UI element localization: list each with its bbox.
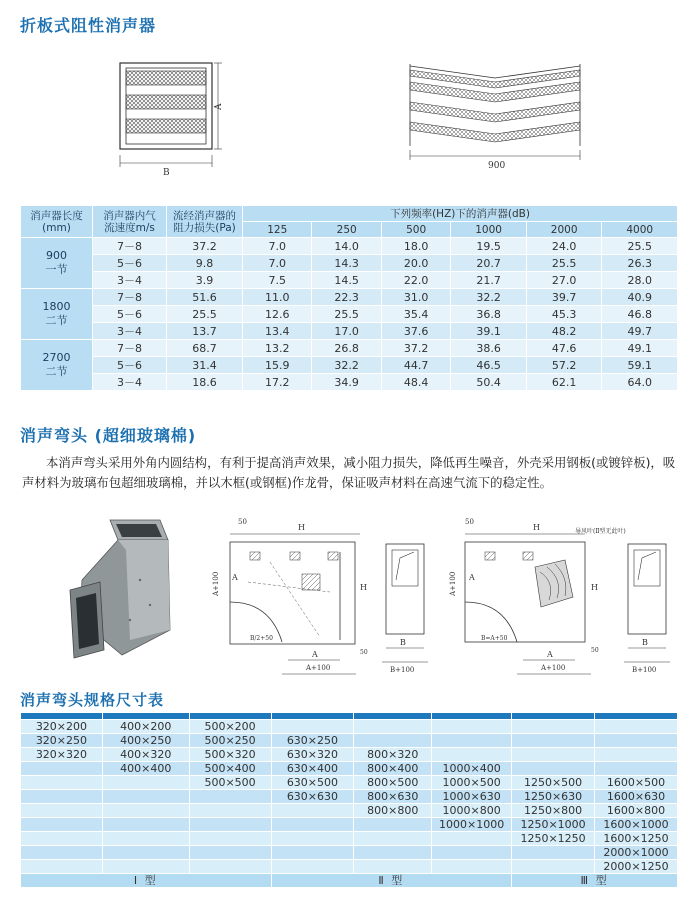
perf-cell: 5－6	[93, 255, 167, 272]
perf-cell: 17.0	[312, 323, 381, 340]
size-cell: 630×630	[271, 790, 354, 804]
size-cell	[21, 790, 103, 804]
header-frequency: 下列频率(HZ)下的消声器(dB)	[243, 206, 678, 222]
size-cell: 800×320	[354, 748, 432, 762]
perf-cell: 50.4	[451, 374, 527, 391]
size-cell	[354, 860, 432, 874]
size-row	[21, 762, 678, 776]
size-row	[21, 860, 678, 874]
perf-cell: 26.3	[602, 255, 678, 272]
perf-cell: 44.7	[381, 357, 450, 374]
h-label-2: H	[533, 523, 540, 532]
perf-cell: 14.3	[312, 255, 381, 272]
perf-cell: 7.0	[243, 255, 312, 272]
perf-cell: 25.5	[312, 306, 381, 323]
size-cell	[21, 860, 103, 874]
size-cell	[102, 818, 189, 832]
size-row	[21, 846, 678, 860]
perf-row	[21, 357, 678, 374]
size-cell: 1600×1000	[595, 818, 678, 832]
silencer-side-diagram	[400, 58, 600, 173]
perf-cell: 7－8	[93, 289, 167, 306]
a100-label: A+100	[212, 571, 220, 596]
size-cell: 1600×500	[595, 776, 678, 790]
header-length: 消声器长度 (mm)	[21, 206, 93, 238]
section-title-silencer: 折板式阻性消声器	[20, 16, 157, 35]
size-cell	[512, 762, 595, 776]
size-cell	[432, 846, 512, 860]
size-cell	[102, 832, 189, 846]
size-cell: 630×320	[271, 748, 354, 762]
freq-header: 125	[243, 222, 312, 238]
b-label: B	[400, 638, 406, 647]
b-label-2: B	[642, 638, 648, 647]
perf-cell: 20.0	[381, 255, 450, 272]
size-row	[21, 832, 678, 846]
h-label-side: H	[360, 583, 367, 592]
perf-cell: 31.4	[167, 357, 243, 374]
elbow-size-table	[20, 712, 678, 888]
perf-cell: 3－4	[93, 272, 167, 289]
size-cell	[189, 790, 271, 804]
perf-cell: 25.5	[167, 306, 243, 323]
perf-cell: 7.0	[243, 238, 312, 255]
perf-cell: 3.9	[167, 272, 243, 289]
size-cell	[271, 804, 354, 818]
perf-cell: 32.2	[312, 357, 381, 374]
size-cell: 500×400	[189, 762, 271, 776]
b100-label: B+100	[390, 666, 415, 674]
type-label: Ⅱ 型	[271, 874, 512, 888]
perf-cell: 27.0	[526, 272, 602, 289]
size-cell	[512, 748, 595, 762]
h-label: H	[298, 523, 305, 532]
perf-cell: 40.9	[602, 289, 678, 306]
size-cell: 1600×800	[595, 804, 678, 818]
perf-cell: 25.5	[526, 255, 602, 272]
perf-cell: 35.4	[381, 306, 450, 323]
size-cell	[21, 776, 103, 790]
size-row	[21, 790, 678, 804]
size-cell: 320×320	[21, 748, 103, 762]
perf-cell: 21.7	[451, 272, 527, 289]
size-cell	[271, 846, 354, 860]
perf-cell: 13.4	[243, 323, 312, 340]
d50-bottom-label: 50	[360, 649, 368, 656]
size-cell: 1600×630	[595, 790, 678, 804]
label-900: 900	[488, 161, 506, 171]
perf-cell: 48.4	[381, 374, 450, 391]
freq-header: 500	[381, 222, 450, 238]
d50-label-2: 50	[465, 518, 474, 526]
perf-cell: 57.2	[526, 357, 602, 374]
size-cell: 1600×1250	[595, 832, 678, 846]
elbow-section-type2	[620, 540, 675, 675]
perf-cell: 39.7	[526, 289, 602, 306]
size-cell	[271, 860, 354, 874]
size-cell: 500×250	[189, 734, 271, 748]
size-cell	[189, 818, 271, 832]
freq-header: 2000	[526, 222, 602, 238]
size-cell: 630×500	[271, 776, 354, 790]
size-cell	[21, 804, 103, 818]
perf-cell: 26.8	[312, 340, 381, 357]
size-cell: 1000×630	[432, 790, 512, 804]
size-cell	[189, 804, 271, 818]
header-loss: 流经消声器的 阻力损失(Pa)	[167, 206, 243, 238]
size-row	[21, 748, 678, 762]
perf-cell: 3－4	[93, 323, 167, 340]
perf-cell: 20.7	[451, 255, 527, 272]
size-cell	[271, 720, 354, 734]
size-cell: 800×500	[354, 776, 432, 790]
size-cell	[432, 720, 512, 734]
size-cell	[432, 860, 512, 874]
size-cell: 2000×1250	[595, 860, 678, 874]
perf-cell: 24.0	[526, 238, 602, 255]
perf-cell: 14.5	[312, 272, 381, 289]
size-cell: 800×800	[354, 804, 432, 818]
size-row	[21, 720, 678, 734]
a100-bottom-label: A+100	[306, 664, 331, 672]
size-cell	[271, 832, 354, 846]
perf-cell: 45.3	[526, 306, 602, 323]
size-cell: 320×250	[21, 734, 103, 748]
h-label-side-2: H	[591, 583, 598, 592]
size-cell	[102, 776, 189, 790]
size-cell	[512, 846, 595, 860]
size-cell: 320×200	[21, 720, 103, 734]
perf-row	[21, 272, 678, 289]
size-table-title: 消声弯头规格尺寸表	[20, 691, 165, 709]
size-cell: 1250×1250	[512, 832, 595, 846]
radius-label-2: B=A+50	[481, 635, 508, 642]
perf-cell: 31.0	[381, 289, 450, 306]
size-cell	[354, 832, 432, 846]
perf-row	[21, 289, 678, 306]
size-cell	[354, 818, 432, 832]
size-cell	[354, 846, 432, 860]
size-cell	[432, 748, 512, 762]
perf-cell: 37.2	[167, 238, 243, 255]
perf-cell: 5－6	[93, 306, 167, 323]
perf-cell: 59.1	[602, 357, 678, 374]
perf-cell: 39.1	[451, 323, 527, 340]
perf-cell: 36.8	[451, 306, 527, 323]
elbow-description: 本消声弯头采用外角内圆结构，有利于提高消声效果，减小阻力损失，降低再生噪音，外壳采用钢板(或镀锌板)，吸声材料为玻璃布包超细玻璃棉，并以木框(或钢框)作龙骨，保证吸声材料在高速气流下的稳定性。	[22, 455, 676, 490]
a-bottom-label-2: A	[547, 650, 553, 659]
perf-row	[21, 323, 678, 340]
size-cell: 400×320	[102, 748, 189, 762]
perf-row	[21, 238, 678, 255]
size-cell: 500×200	[189, 720, 271, 734]
size-cell	[21, 762, 103, 776]
size-cell	[432, 734, 512, 748]
elbow-drawing-type2	[445, 512, 626, 682]
size-cell	[512, 860, 595, 874]
size-cell	[189, 846, 271, 860]
size-cell: 400×400	[102, 762, 189, 776]
perf-cell: 18.0	[381, 238, 450, 255]
perf-row	[21, 255, 678, 272]
size-cell: 1000×500	[432, 776, 512, 790]
size-cell: 1000×1000	[432, 818, 512, 832]
size-cell	[271, 818, 354, 832]
perf-cell: 17.2	[243, 374, 312, 391]
freq-header: 250	[312, 222, 381, 238]
perf-cell: 46.5	[451, 357, 527, 374]
size-row	[21, 804, 678, 818]
perf-cell: 68.7	[167, 340, 243, 357]
a100-label-2: A+100	[449, 571, 457, 596]
size-cell: 800×630	[354, 790, 432, 804]
perf-cell: 15.9	[243, 357, 312, 374]
perf-cell: 12.6	[243, 306, 312, 323]
perf-cell: 7.5	[243, 272, 312, 289]
perf-cell: 62.1	[526, 374, 602, 391]
size-cell	[595, 720, 678, 734]
size-cell: 800×400	[354, 762, 432, 776]
silencer-front-diagram	[110, 55, 240, 185]
header-speed: 消声器内气 流速度m/s	[93, 206, 167, 238]
size-cell: 630×250	[271, 734, 354, 748]
size-cell: 630×400	[271, 762, 354, 776]
perf-cell: 37.6	[381, 323, 450, 340]
size-cell: 1000×400	[432, 762, 512, 776]
size-cell: 1250×1000	[512, 818, 595, 832]
length-group-cell: 2700 二节	[21, 340, 93, 391]
size-cell	[354, 720, 432, 734]
perf-cell: 14.0	[312, 238, 381, 255]
perf-cell: 13.7	[167, 323, 243, 340]
perf-cell: 19.5	[451, 238, 527, 255]
size-cell: 400×200	[102, 720, 189, 734]
perf-row	[21, 374, 678, 391]
perf-cell: 37.2	[381, 340, 450, 357]
perf-cell: 47.6	[526, 340, 602, 357]
perf-cell: 13.2	[243, 340, 312, 357]
size-cell	[595, 748, 678, 762]
freq-header: 1000	[451, 222, 527, 238]
perf-cell: 11.0	[243, 289, 312, 306]
perf-cell: 18.6	[167, 374, 243, 391]
perf-cell: 38.6	[451, 340, 527, 357]
elbow-drawing-type1	[210, 512, 370, 682]
size-cell	[432, 832, 512, 846]
size-cell	[512, 734, 595, 748]
size-cell: 1250×800	[512, 804, 595, 818]
perf-cell: 48.2	[526, 323, 602, 340]
perf-cell: 7－8	[93, 238, 167, 255]
a-label-2: A	[469, 573, 475, 582]
perf-cell: 49.1	[602, 340, 678, 357]
silencer-performance-table	[20, 205, 678, 391]
size-cell	[21, 846, 103, 860]
size-cell	[595, 734, 678, 748]
freq-header: 4000	[602, 222, 678, 238]
size-cell	[102, 846, 189, 860]
size-cell	[354, 734, 432, 748]
label-a: A	[214, 103, 224, 110]
size-cell	[189, 832, 271, 846]
d50-label: 50	[238, 518, 247, 526]
size-cell	[595, 762, 678, 776]
size-cell	[189, 860, 271, 874]
elbow-photo	[60, 510, 190, 670]
size-cell: 1000×800	[432, 804, 512, 818]
guide-vane-label: 导风叶(Ⅱ型无此叶)	[575, 528, 626, 535]
size-cell: 500×320	[189, 748, 271, 762]
perf-cell: 64.0	[602, 374, 678, 391]
size-cell: 2000×1000	[595, 846, 678, 860]
radius-label: B/2+50	[250, 635, 273, 642]
size-cell: 1250×500	[512, 776, 595, 790]
b100-label-2: B+100	[632, 666, 657, 674]
a100-bottom-label-2: A+100	[541, 664, 566, 672]
length-group-cell: 900 一节	[21, 238, 93, 289]
perf-cell: 9.8	[167, 255, 243, 272]
size-cell: 1250×630	[512, 790, 595, 804]
perf-cell: 3－4	[93, 374, 167, 391]
perf-cell: 7－8	[93, 340, 167, 357]
size-cell: 500×500	[189, 776, 271, 790]
size-row	[21, 734, 678, 748]
size-row	[21, 776, 678, 790]
type-label: Ⅲ 型	[512, 874, 678, 888]
perf-cell: 25.5	[602, 238, 678, 255]
perf-cell: 51.6	[167, 289, 243, 306]
type-label: Ⅰ 型	[21, 874, 272, 888]
a-label: A	[232, 573, 238, 582]
size-cell	[21, 818, 103, 832]
length-group-cell: 1800 二节	[21, 289, 93, 340]
size-row	[21, 818, 678, 832]
elbow-section-type1	[378, 540, 433, 675]
size-cell: 400×250	[102, 734, 189, 748]
perf-cell: 32.2	[451, 289, 527, 306]
size-cell	[102, 860, 189, 874]
perf-cell: 46.8	[602, 306, 678, 323]
size-cell	[102, 790, 189, 804]
perf-cell: 22.3	[312, 289, 381, 306]
size-cell	[512, 720, 595, 734]
perf-cell: 5－6	[93, 357, 167, 374]
d50-bottom-label-2: 50	[591, 647, 599, 654]
size-cell	[21, 832, 103, 846]
size-cell	[102, 804, 189, 818]
perf-cell: 49.7	[602, 323, 678, 340]
perf-cell: 34.9	[312, 374, 381, 391]
a-bottom-label: A	[312, 650, 318, 659]
label-b: B	[163, 168, 170, 178]
section-title-elbow: 消声弯头 (超细玻璃棉)	[20, 426, 197, 445]
perf-cell: 28.0	[602, 272, 678, 289]
perf-row	[21, 340, 678, 357]
perf-cell: 22.0	[381, 272, 450, 289]
perf-row	[21, 306, 678, 323]
